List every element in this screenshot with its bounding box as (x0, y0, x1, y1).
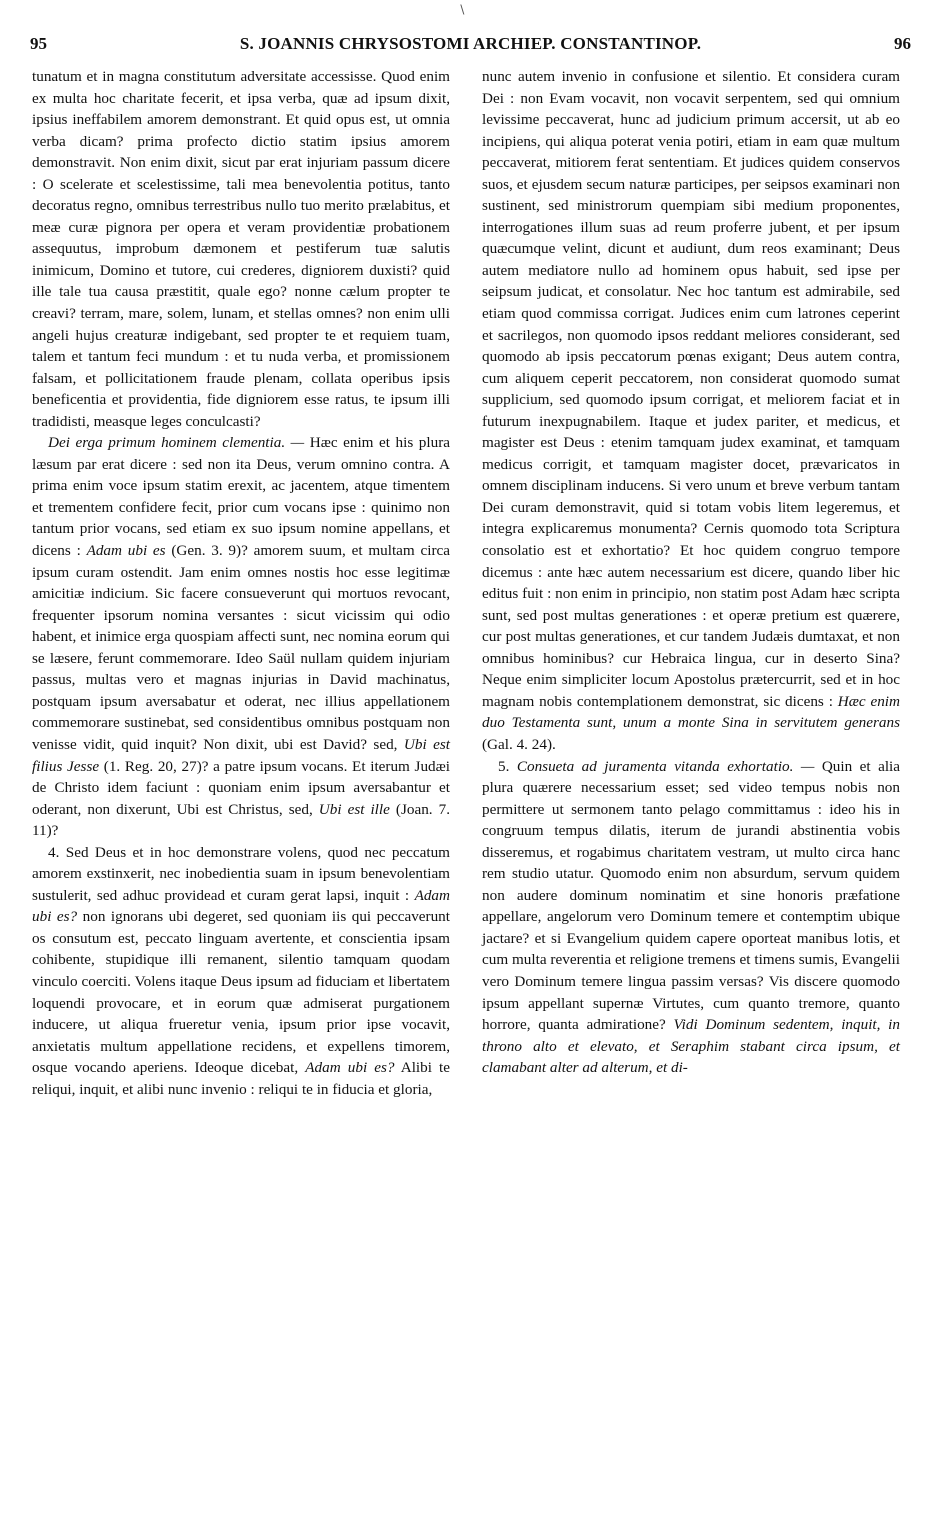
citation: (1. Reg. 20, 27)? a patre ipsum vocans. Et iterum Judæi de Christo idem faciunt : quoniam enim ipsum aversabantur et oderant, non dixerunt, Ubi est Christus, sed, (32, 757, 450, 818)
scripture-quote: Adam ubi es? (32, 886, 450, 926)
paragraph-text: nunc autem invenio in confusione et silentio. Et considera curam Dei : non Evam vocavit, non vocavit serpentem, sed qui omnium levissime peccaverat, hunc ad judicium primum accersit, ut ab eo incipiens, qui aliqua poterat venia potiri, etiam in eam quæ multum peccaverat, mitiorem ferat sententiam. Et judices quidem conservos suos, et ejusdem secum naturæ participes, per seipsos examinari non sustinent, sed ministrorum quempiam sibi medium proponentes, interrogationes illum suas ad reum proferre jubent, et per ipsum quæcumque velint, dicunt et audiunt, dum reos examinant; Deus autem mediatore nullo ad hominem opus habuit, sed ipse per seipsum judicat, et consolatur. Nec hoc tantum est admirabile, sed etiam quod commissa corrigat. Judices enim cum latrones ceperint et sacrilegos, non quomodo ipsos reddant meliores considerant, sed quomodo ab ipsis peccatorum pœnas exigant; Deus autem contra, cum aliquem ceperit peccatorem, non considerat quomodo sumat supplicium, sed quomodo ipsum corrigat, et meliorem faciat et in futurum inexpugnabilem. Itaque et judex pariter, et medicus, et magister est Deus : etenim tamquam judex examinat, et tamquam medicus corrigit, et tamquam magister docet, prævaricatos in omnem disciplinam inducens. Si vero unum et breve verbum tantam Dei curam demonstravit, quid si totam vobis litem legeremus, et integra explicaremus monumenta? Cernis quomodo tota Scriptura consolatio est et exhortatio? Et hoc quidem congruo tempore dicemus : ante hæc autem necessarium est dicere, quando liber hic editus fuit : non enim in principio, non statim post Adam hæc scripta sunt, sed post multas generationes : et operæ pretium est quærere, cur post multas generationes, et cur tandem Judæis dumtaxat, et non omnibus hominibus? cur Hebraica lingua, cur in deserto Sina? Neque enim simpliciter locum Apostolus prætercurrit, sed et in hoc magnam nobis contemplationem demonstrat, sic dicens : (482, 68, 900, 710)
section-heading: Consueta ad juramenta vitanda exhortatio. — (516, 757, 815, 775)
paragraph-text: Hæc enim et his plura læsum par erat dicere : sed non ita Deus, verum omnino contra. A prima enim voce ipsum statim erexit, ac jacentem, atque timentem et trementem confidere fecit, prior cum vocans ipse : quinimo non tantum prior vocans, sed etiam ex suo ipsum nomine appellans, et dicens : (32, 434, 450, 560)
paragraph-text: 4. Sed Deus et in hoc demonstrare volens, quod nec peccatum amorem exstinxerit, nec inobedientia suam in ipsum benevolentiam sustulerit, sed adhuc providead et curam gerat lapsi, inquit : (32, 843, 450, 904)
paragraph-text: amorem suum, et multam circa ipsum curam ostendit. Jam enim omnes nostis hoc esse legitimæ amicitiæ indicium. Sic facere consueverunt qui mortuos revocant, frequenter ipsorum nomina versantes : sicut vicissim qui odio habent, et inimice erga quospiam affecti sunt, nec nomina eorum qui se læsere, ferunt commemorare. Ideo Saül nullam quidem injuriam passus, multas vero et magnas injurias in David machinatus, postquam ipsum aversabatur et oderat, nec illius appellationem commemorare sustinebat, sed considentibus omnibus postquam non venisse vidit, quid inquit? Non dixit, ubi est David? sed, (32, 542, 450, 753)
paragraph (32, 842, 450, 1101)
scan-mark: ∖ (458, 3, 466, 17)
citation: (Gen. 3. 9)? (165, 542, 254, 560)
paragraph-text: Alibi te reliqui, inquit, et alibi nunc invenio : reliqui te in fiducia et gloria, (32, 1059, 451, 1098)
scripture-quote: Adam ubi es (86, 542, 166, 560)
scripture-quote: Vidi Dominum sedentem, inquit, in throno alto et elevato, et Seraphim stabant circa ipsum, et clamabant alter ad alterum, et di- (482, 1016, 900, 1077)
paragraph-text: non ignorans ubi degeret, sed quoniam iis qui peccaverunt os consutum est, peccato linguam avertente, et conscientia ipsam cohibente, stupidique illi remanent, silentio tamquam quodam vinculo coerciti. Volens itaque Deus ipsum ad fiduciam et libertatem loquendi provocare, et in eorum quæ admiserat purgationem inducere, ut aliqua frueretur venia, ipsum prior ipse vocavit, anxietatis multum appellatione recidens, et expellens timorem, osque vocando aperiens. Ideoque dicebat, (32, 908, 450, 1077)
paragraph-text: tunatum et in magna constitutum adversitate accessisse. Quod enim ex multa hoc charitate fecerit, et ipsa verba, quæ ad ipsum dixit, ipsius ineffabilem amorem demonstrant. Et quid opus est, ut omnia verba dicam? prima profecto dictio statim ipsius amorem demonstravit. Non enim dixit, sicut par erat injuriam passum dicere : O scelerate et scelestissime, tali mea benevolentia potitus, tanto decoratus regno, omnibus terrestribus nullo tuo merito prælabitus, et meæ curæ pignora per opera et veram providentiæ probationem assequutus, improbum dæmonem et pestiferum tuæ salutis inimicum, Domino et tutore, cui crederes, digniorem duxisti? quid ille tale tua causa præstitit, quale ego? nonne cælum propter te creavi? terram, mare, solem, lunam, et stellas omnes? non enim ulli angeli hujus creaturæ indigebant, sed propter te et requiem tuam, talem et tantum feci mundum : et tu nuda verba, et promissionem falsam, et pollicitationem fraude plenam, collata operibus ipsis beneficentia et providentia, fide digniorem esse ratus, te ipsum illi tradidisti, measque leges conculcasti? (32, 68, 450, 430)
paragraph (32, 66, 450, 432)
left-column (32, 66, 450, 1100)
running-header (30, 34, 911, 58)
right-column (482, 66, 900, 1079)
paragraph (482, 66, 900, 756)
scripture-quote: Ubi est filius Jesse (32, 735, 450, 775)
scripture-quote: Hæc enim duo Testamenta sunt, unum a monte Sina in servitutem generans (482, 692, 900, 732)
scripture-quote: Ubi est ille (318, 800, 390, 818)
page-number-right: 96 (894, 34, 911, 53)
section-number: 5. (498, 757, 517, 775)
page-number-left: 95 (30, 34, 47, 53)
running-title: S. JOANNIS CHRYSOSTOMI ARCHIEP. CONSTANTINOP. (239, 34, 702, 53)
paragraph-text: Quin et alia plura quærere necessarium esset; sed video tempus nobis non permittere ut sermonem tanto pelago committamus : ideo his in congruum tempus dilatis, iterum de jurandi abstinentia vobis disseremus, et rogabimus charitatem vestram, ut multo circa hanc rem studio utatur. Quomodo enim non absurdum, servum quidem non audere dominum nominatim et sine honoris præfatione appellare, angelorum vero Dominum temere et contemptim ubique jactare? et si Evangelium quidem capere oporteat manibus lotis, et cum multa reverentia et religione tremens et timens sumis, Evangelii vero Dominum temere lingua passim versas? Vis discere quomodo ipsum appellant supernæ Virtutes, cum quanto tremore, quanto horrore, quanta admiratione? (482, 757, 901, 1034)
paragraph (482, 756, 900, 1079)
citation: (Gal. 4. 24). (482, 735, 556, 753)
scripture-quote: Adam ubi es? (305, 1059, 395, 1077)
section-heading: Dei erga primum hominem clementia. — (48, 434, 305, 452)
paragraph (32, 432, 450, 841)
citation: (Joan. 7. 11)? (32, 800, 450, 840)
